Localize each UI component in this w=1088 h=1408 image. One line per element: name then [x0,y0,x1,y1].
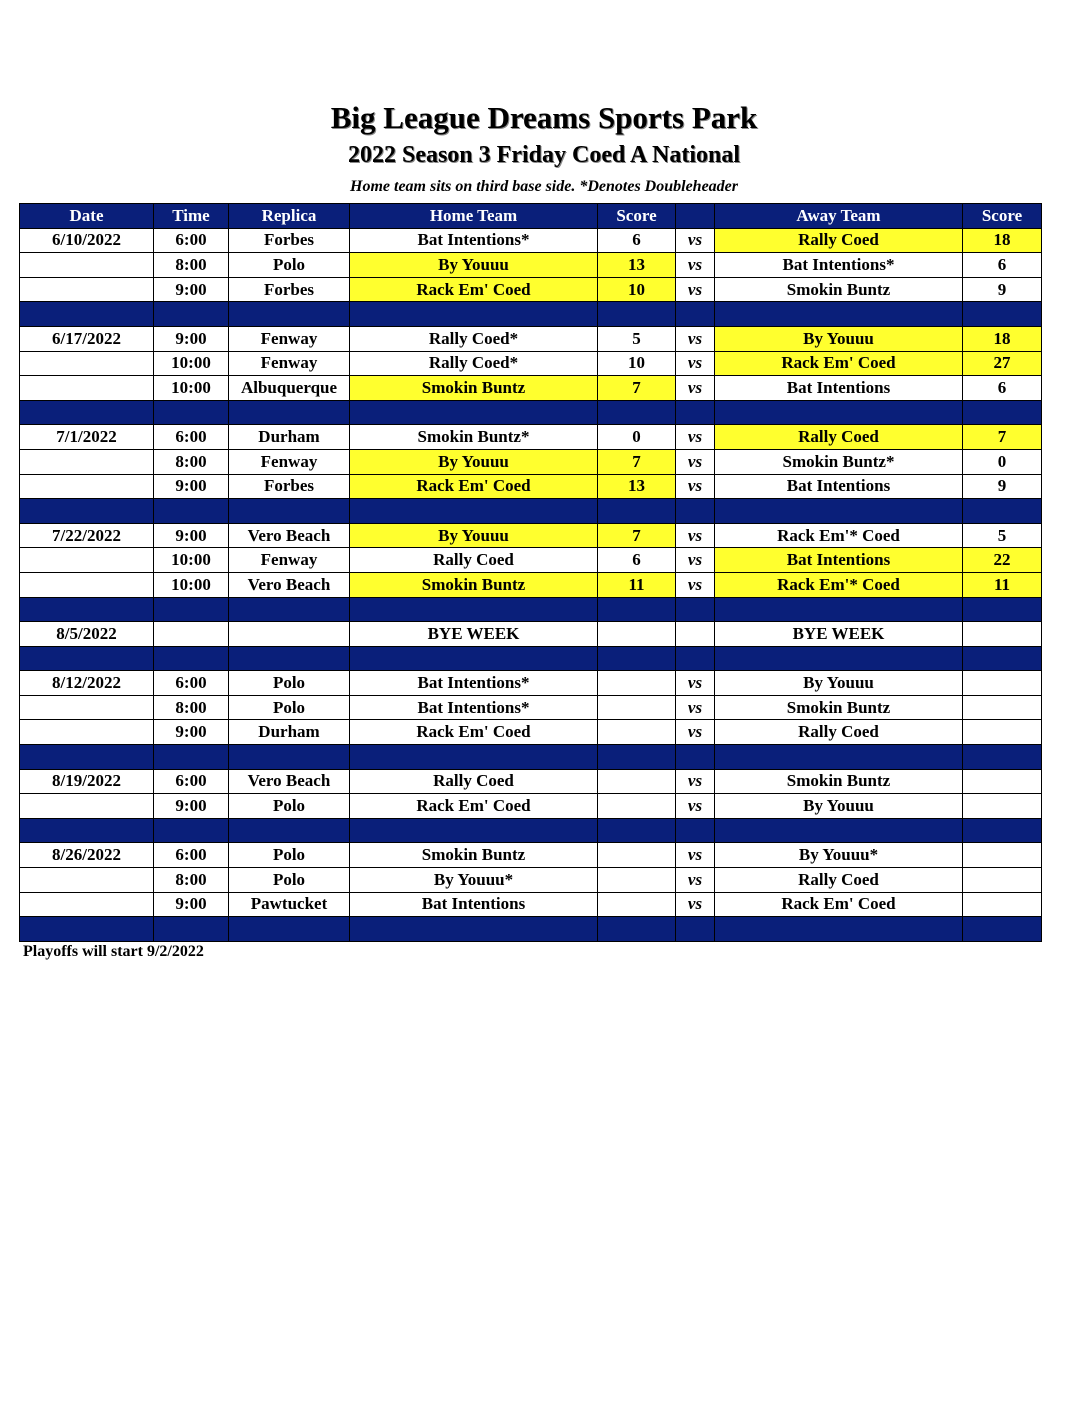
separator-cell [715,917,963,942]
time-cell: 9:00 [154,720,229,745]
time-cell: 9:00 [154,474,229,499]
separator-cell [350,646,598,671]
away-score-cell [963,794,1042,819]
away-score-cell: 27 [963,351,1042,376]
separator-cell [20,917,154,942]
away-team-cell: Rack Em' Coed [715,351,963,376]
col-header-away-team: Away Team [715,204,963,229]
time-cell: 6:00 [154,425,229,450]
table-row [20,277,1042,302]
away-score-cell [963,843,1042,868]
home-team-cell: Bat Intentions* [350,228,598,253]
separator-cell [963,400,1042,425]
separator-cell [598,818,676,843]
date-cell: 6/10/2022 [20,228,154,253]
table-row [20,843,1042,868]
home-team-cell: Rack Em' Coed [350,474,598,499]
table-row [20,376,1042,401]
home-score-cell: 6 [598,228,676,253]
home-team-cell: By Youuu [350,253,598,278]
date-cell [20,572,154,597]
vs-cell: vs [676,326,715,351]
separator-cell [154,302,229,327]
home-score-cell: 7 [598,523,676,548]
away-score-cell: 5 [963,523,1042,548]
time-cell: 9:00 [154,523,229,548]
separator-cell [350,597,598,622]
table-row [20,253,1042,278]
separator-cell [20,745,154,770]
table-row [20,892,1042,917]
separator-cell [350,400,598,425]
date-cell [20,868,154,893]
date-cell [20,720,154,745]
separator-cell [20,400,154,425]
separator-cell [598,646,676,671]
vs-cell: vs [676,228,715,253]
replica-cell: Polo [229,253,350,278]
replica-cell: Forbes [229,474,350,499]
away-team-cell: Bat Intentions [715,474,963,499]
separator-cell [154,745,229,770]
separator-row [20,646,1042,671]
date-cell: 8/26/2022 [20,843,154,868]
separator-cell [598,400,676,425]
table-row [20,351,1042,376]
home-score-cell: 10 [598,351,676,376]
table-row [20,548,1042,573]
vs-cell: vs [676,572,715,597]
table-row [20,868,1042,893]
separator-cell [229,499,350,524]
vs-cell: vs [676,720,715,745]
replica-cell: Durham [229,720,350,745]
time-cell: 8:00 [154,253,229,278]
time-cell: 9:00 [154,794,229,819]
time-cell: 8:00 [154,695,229,720]
away-team-cell: Smokin Buntz* [715,449,963,474]
table-row [20,622,1042,647]
separator-cell [715,302,963,327]
table-row [20,671,1042,696]
home-team-cell: By Youuu* [350,868,598,893]
away-score-cell [963,868,1042,893]
separator-cell [598,597,676,622]
home-team-cell: Rally Coed [350,769,598,794]
replica-cell: Fenway [229,351,350,376]
home-team-cell: By Youuu [350,449,598,474]
home-team-cell: BYE WEEK [350,622,598,647]
vs-cell: vs [676,843,715,868]
separator-cell [229,302,350,327]
home-team-cell: Rally Coed* [350,351,598,376]
time-cell: 6:00 [154,769,229,794]
away-score-cell: 9 [963,277,1042,302]
home-team-cell: Smokin Buntz* [350,425,598,450]
vs-cell: vs [676,376,715,401]
separator-cell [154,917,229,942]
away-score-cell: 7 [963,425,1042,450]
replica-cell: Polo [229,671,350,696]
separator-cell [676,400,715,425]
replica-cell: Fenway [229,449,350,474]
separator-cell [963,499,1042,524]
home-score-cell [598,868,676,893]
separator-row [20,499,1042,524]
vs-cell: vs [676,892,715,917]
col-header-date: Date [20,204,154,229]
col-header-vs [676,204,715,229]
table-row [20,720,1042,745]
replica-cell: Vero Beach [229,769,350,794]
time-cell: 10:00 [154,351,229,376]
vs-cell: vs [676,548,715,573]
col-header-home-team: Home Team [350,204,598,229]
home-score-cell: 0 [598,425,676,450]
separator-cell [676,818,715,843]
date-cell [20,449,154,474]
time-cell: 10:00 [154,376,229,401]
time-cell: 6:00 [154,843,229,868]
table-row [20,695,1042,720]
separator-cell [20,597,154,622]
separator-cell [598,917,676,942]
replica-cell: Polo [229,794,350,819]
home-score-cell [598,769,676,794]
away-score-cell: 0 [963,449,1042,474]
home-team-cell: Bat Intentions* [350,695,598,720]
separator-cell [229,818,350,843]
away-score-cell: 22 [963,548,1042,573]
separator-cell [676,499,715,524]
away-team-cell: Bat Intentions [715,376,963,401]
separator-cell [350,302,598,327]
home-score-cell: 13 [598,474,676,499]
replica-cell [229,622,350,647]
home-team-cell: Rally Coed* [350,326,598,351]
date-cell: 6/17/2022 [20,326,154,351]
away-team-cell: Smokin Buntz [715,769,963,794]
away-team-cell: By Youuu [715,671,963,696]
separator-cell [20,499,154,524]
date-cell [20,794,154,819]
vs-cell: vs [676,277,715,302]
separator-cell [154,499,229,524]
separator-cell [20,646,154,671]
time-cell [154,622,229,647]
away-score-cell [963,671,1042,696]
date-cell: 8/12/2022 [20,671,154,696]
date-cell [20,892,154,917]
separator-cell [598,745,676,770]
time-cell: 9:00 [154,277,229,302]
vs-cell [676,622,715,647]
home-team-cell: Bat Intentions [350,892,598,917]
page-title: Big League Dreams Sports Park [330,100,758,135]
date-cell [20,695,154,720]
date-cell [20,376,154,401]
separator-cell [715,818,963,843]
separator-cell [154,818,229,843]
page-subtitle: 2022 Season 3 Friday Coed A National [347,142,741,168]
table-row [20,474,1042,499]
separator-cell [963,745,1042,770]
away-score-cell [963,695,1042,720]
separator-cell [598,499,676,524]
date-cell: 8/5/2022 [20,622,154,647]
schedule-body [20,228,1042,941]
separator-cell [350,745,598,770]
separator-row [20,818,1042,843]
separator-cell [676,745,715,770]
separator-cell [715,400,963,425]
home-team-cell: Smokin Buntz [350,376,598,401]
home-team-cell: Rack Em' Coed [350,720,598,745]
table-row [20,449,1042,474]
home-score-cell [598,720,676,745]
table-row [20,794,1042,819]
time-cell: 10:00 [154,548,229,573]
separator-cell [963,646,1042,671]
vs-cell: vs [676,868,715,893]
separator-cell [676,917,715,942]
replica-cell: Polo [229,868,350,893]
vs-cell: vs [676,523,715,548]
home-score-cell [598,671,676,696]
table-row [20,326,1042,351]
separator-cell [715,745,963,770]
replica-cell: Forbes [229,228,350,253]
time-cell: 9:00 [154,892,229,917]
separator-cell [229,745,350,770]
away-score-cell: 18 [963,326,1042,351]
home-score-cell [598,622,676,647]
vs-cell: vs [676,351,715,376]
time-cell: 8:00 [154,449,229,474]
separator-row [20,400,1042,425]
vs-cell: vs [676,425,715,450]
replica-cell: Durham [229,425,350,450]
time-cell: 6:00 [154,228,229,253]
table-row [20,228,1042,253]
away-team-cell: Rally Coed [715,868,963,893]
home-team-cell: Rack Em' Coed [350,794,598,819]
date-cell [20,351,154,376]
separator-cell [963,302,1042,327]
away-team-cell: Rack Em'* Coed [715,572,963,597]
home-team-cell: Rally Coed [350,548,598,573]
time-cell: 8:00 [154,868,229,893]
away-score-cell [963,892,1042,917]
separator-cell [963,818,1042,843]
col-header-away-score: Score [963,204,1042,229]
away-team-cell: Bat Intentions [715,548,963,573]
date-cell: 7/22/2022 [20,523,154,548]
home-team-cell: Bat Intentions* [350,671,598,696]
time-cell: 6:00 [154,671,229,696]
table-row [20,769,1042,794]
separator-cell [154,400,229,425]
home-score-cell: 5 [598,326,676,351]
table-header-row [20,204,1042,229]
away-team-cell: Smokin Buntz [715,277,963,302]
replica-cell: Fenway [229,548,350,573]
away-team-cell: Rally Coed [715,228,963,253]
separator-row [20,302,1042,327]
col-header-time: Time [154,204,229,229]
away-team-cell: BYE WEEK [715,622,963,647]
separator-row [20,597,1042,622]
away-score-cell [963,720,1042,745]
replica-cell: Albuquerque [229,376,350,401]
home-team-cell: Rack Em' Coed [350,277,598,302]
home-score-cell [598,794,676,819]
separator-cell [676,302,715,327]
vs-cell: vs [676,794,715,819]
separator-row [20,917,1042,942]
away-score-cell: 6 [963,376,1042,401]
separator-cell [676,646,715,671]
replica-cell: Vero Beach [229,572,350,597]
vs-cell: vs [676,769,715,794]
home-score-cell [598,695,676,720]
table-row [20,425,1042,450]
separator-cell [350,499,598,524]
home-score-cell: 7 [598,376,676,401]
vs-cell: vs [676,253,715,278]
date-cell [20,277,154,302]
vs-cell: vs [676,671,715,696]
date-cell [20,474,154,499]
schedule-table [19,203,1042,942]
separator-cell [229,917,350,942]
playoffs-note: Playoffs will start 9/2/2022 [23,943,204,960]
away-team-cell: Rack Em'* Coed [715,523,963,548]
separator-cell [963,597,1042,622]
separator-row [20,745,1042,770]
separator-cell [20,818,154,843]
replica-cell: Vero Beach [229,523,350,548]
home-score-cell [598,843,676,868]
date-cell [20,548,154,573]
separator-cell [350,917,598,942]
away-team-cell: By Youuu [715,794,963,819]
separator-cell [676,597,715,622]
separator-cell [229,646,350,671]
home-team-cell: Smokin Buntz [350,843,598,868]
separator-cell [20,302,154,327]
away-score-cell: 9 [963,474,1042,499]
home-score-cell: 7 [598,449,676,474]
away-score-cell [963,769,1042,794]
replica-cell: Pawtucket [229,892,350,917]
date-cell [20,253,154,278]
away-team-cell: Bat Intentions* [715,253,963,278]
away-team-cell: Rally Coed [715,425,963,450]
col-header-home-score: Score [598,204,676,229]
vs-cell: vs [676,449,715,474]
away-score-cell: 6 [963,253,1042,278]
replica-cell: Polo [229,843,350,868]
away-team-cell: By Youuu* [715,843,963,868]
vs-cell: vs [676,474,715,499]
away-team-cell: Smokin Buntz [715,695,963,720]
col-header-replica: Replica [229,204,350,229]
away-score-cell [963,622,1042,647]
vs-cell: vs [676,695,715,720]
away-team-cell: By Youuu [715,326,963,351]
separator-cell [229,597,350,622]
separator-cell [229,400,350,425]
separator-cell [154,597,229,622]
home-score-cell: 10 [598,277,676,302]
date-cell: 7/1/2022 [20,425,154,450]
home-team-cell: Smokin Buntz [350,572,598,597]
separator-cell [598,302,676,327]
separator-cell [715,597,963,622]
separator-cell [350,818,598,843]
home-score-cell: 6 [598,548,676,573]
replica-cell: Forbes [229,277,350,302]
table-row [20,572,1042,597]
home-team-cell: By Youuu [350,523,598,548]
time-cell: 9:00 [154,326,229,351]
separator-cell [715,499,963,524]
away-score-cell: 11 [963,572,1042,597]
schedule-note: Home team sits on third base side. *Denotes Doubleheader [350,178,738,195]
replica-cell: Fenway [229,326,350,351]
separator-cell [963,917,1042,942]
away-team-cell: Rally Coed [715,720,963,745]
table-row [20,523,1042,548]
date-cell: 8/19/2022 [20,769,154,794]
away-team-cell: Rack Em' Coed [715,892,963,917]
replica-cell: Polo [229,695,350,720]
home-score-cell: 11 [598,572,676,597]
separator-cell [715,646,963,671]
home-score-cell: 13 [598,253,676,278]
separator-cell [154,646,229,671]
away-score-cell: 18 [963,228,1042,253]
time-cell: 10:00 [154,572,229,597]
home-score-cell [598,892,676,917]
